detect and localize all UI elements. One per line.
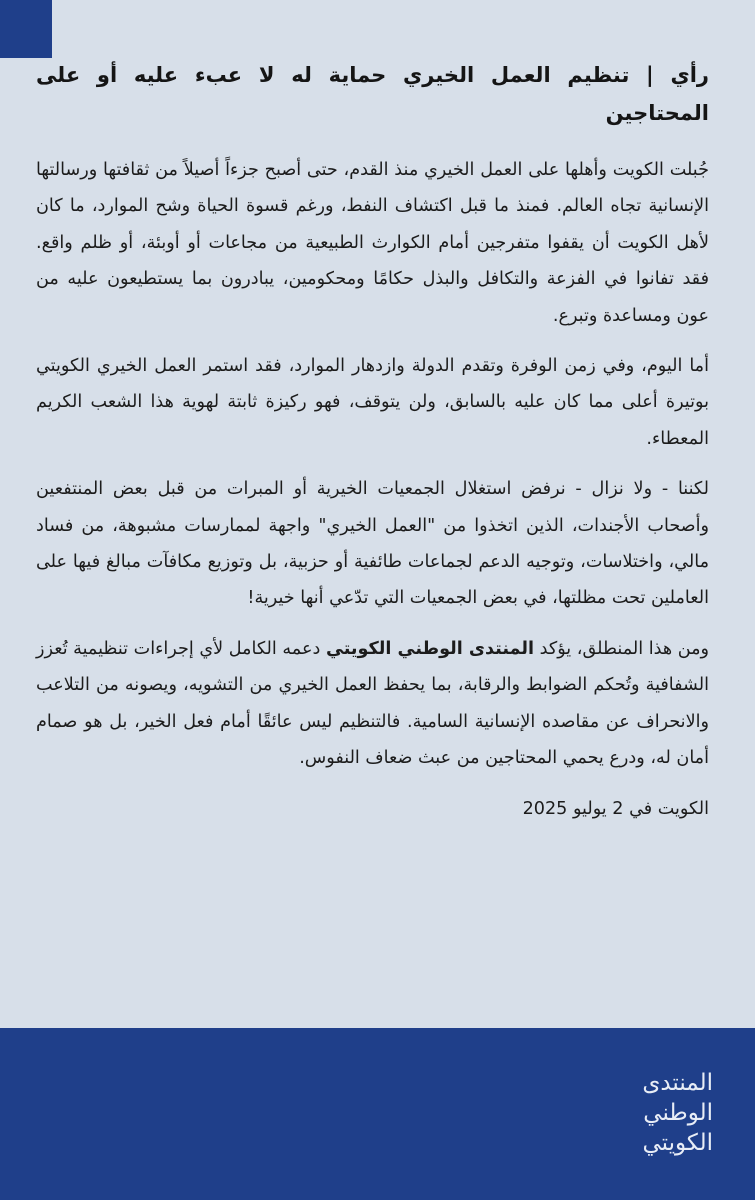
paragraph-today: أما اليوم، وفي زمن الوفرة وتقدم الدولة وازدهار الموارد، فقد استمر العمل الخيري الكويتي بوتيرة أعلى مما كان عليه بالسابق، ولن يتوقف، فهو ركيزة ثابتة لهوية هذا الشعب الكريم المعطاء.	[36, 356, 709, 449]
footer-banner	[0, 1028, 755, 1200]
closing-prefix: ومن هذا المنطلق، يؤكد	[539, 638, 710, 659]
forum-logo	[642, 1068, 713, 1158]
closing-suffix: دعمه الكامل لأي إجراءات تنظيمية تُعزز الشفافية وتُحكم الضوابط والرقابة، بما يحفظ العمل الخيري من التشويه، ويصونه من التلاعب والانحراف عن مقاصده الإنسانية السامية. فالتنظيم ليس عائقًا أمام فعل الخير، بل هو صمام أمان له، ودرع يحمي المحتاجين من عبث ضعاف النفوس.	[36, 638, 709, 769]
article-body	[36, 56, 709, 827]
logo-line-1: المنتدى	[642, 1070, 713, 1096]
logo-line-3: الكويتي	[642, 1130, 713, 1156]
paragraph-rejection: لكننا - ولا نزال - نرفض استغلال الجمعيات الخيرية أو المبرات من قبل بعض المنتفعين وأصحاب الأجندات، الذين اتخذوا من "العمل الخيري" واجهة لممارسات مشبوهة، من فساد مالي، واختلاسات، وتوجيه الدعم لجماعات طائفية أو حزبية، بل وتوزيع مكافآت مبالغ فيها على العاملين تحت مظلتها، في بعض الجمعيات التي تدّعي أنها خيرية!	[36, 479, 709, 609]
paragraph-closing	[36, 631, 709, 777]
organization-name: المنتدى الوطني الكويتي	[325, 638, 534, 659]
corner-accent-block	[0, 0, 52, 58]
logo-line-2: الوطني	[643, 1100, 713, 1126]
article-date: الكويت في 2 يوليو 2025	[522, 798, 709, 819]
paragraph-history: جُبلت الكويت وأهلها على العمل الخيري منذ القدم، حتى أصبح جزءاً أصيلاً من ثقافتها ورسالتها الإنسانية تجاه العالم. فمنذ ما قبل اكتشاف النفط، ورغم قسوة الحياة وشح الموارد، ما كان لأهل الكويت أن يقفوا متفرجين أمام الكوارث الطبيعية من مجاعات أو أوبئة، أو ظلم واقع. فقد تفانوا في الفزعة والتكافل والبذل حكامًا ومحكومين، يبادرون بما يستطيعون عليه من عون ومساعدة وتبرع.	[36, 160, 709, 326]
article-title: رأي | تنظيم العمل الخيري حماية له لا عبء عليه أو على المحتاجين	[36, 63, 709, 125]
